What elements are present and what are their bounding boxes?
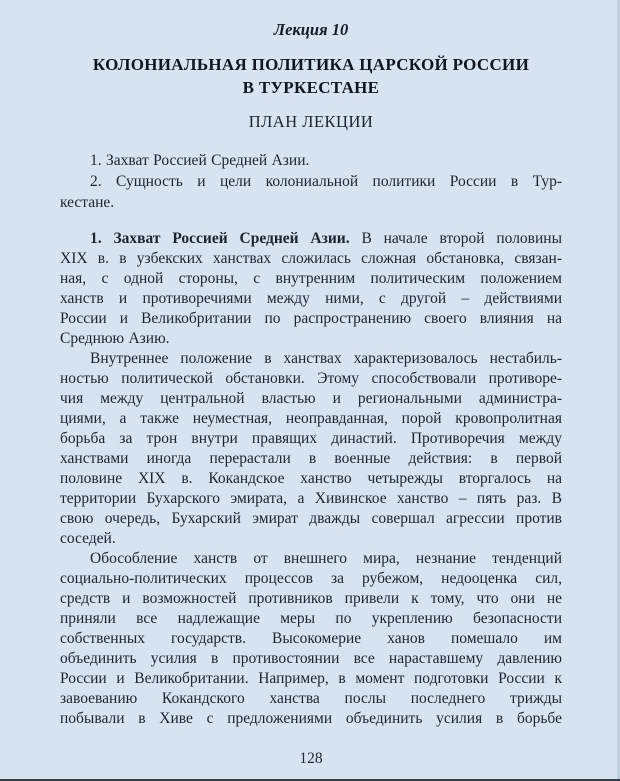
document-title-line-2: В ТУРКЕСТАНЕ: [242, 78, 380, 97]
document-title-line-1: КОЛОНИАЛЬНАЯ ПОЛИТИКА ЦАРСКОЙ РОССИИ: [92, 55, 530, 74]
body-line: соседей.: [60, 530, 116, 547]
body-line: территории Бухарского эмирата, а Хивинское ханство – пять раз. В: [60, 490, 562, 507]
body-text: [60, 229, 562, 729]
body-line: побывали в Хиве с предложениями объединить усилия в борьбе: [60, 710, 562, 727]
body-line: завоеванию Кокандского ханства послы последнего трижды: [60, 690, 562, 707]
body-line: ностью политической обстановки. Этому способствовали противоре-: [60, 370, 562, 387]
body-line: половине XIX в. Кокандское ханство четырежды вторгалось на: [60, 470, 562, 487]
body-line: России и Великобритании. Например, в момент подготовки России к: [60, 670, 562, 687]
body-line: свою очередь, Бухарский эмират дважды совершал агрессии против: [60, 510, 562, 527]
paragraph-1: [60, 229, 562, 349]
body-line: Среднюю Азию.: [60, 330, 170, 347]
plan-list: [60, 150, 562, 213]
body-line: XIX в. в узбекских ханствах сложилась сложная обстановка, связан-: [60, 250, 562, 267]
body-line: [60, 229, 562, 249]
document-title: [60, 53, 562, 99]
body-line: циями, а также неуместная, неоправданная, порой кровопролитная: [60, 410, 562, 427]
plan-item-2-line-1: 2. Сущность и цели колониальной политики России в Тур-: [90, 173, 562, 190]
paragraph-3: [60, 549, 562, 729]
body-line: средств и возможностей противников привели к тому, что они не: [60, 590, 562, 607]
paragraph-2: [60, 349, 562, 549]
paragraph-1-bold-lead: 1. Захват Россией Средней Азии.: [90, 230, 350, 247]
body-line: борьба за трон внутри правящих династий. Противоречия между: [60, 430, 562, 447]
plan-item-2-line-2: кестане.: [60, 194, 115, 211]
body-line: чия между центральной властью и региональными администра-: [60, 390, 562, 407]
lecture-number-label: Лекция 10: [273, 20, 349, 39]
body-line: ханствами иногда перерастали в военные действия: в первой: [60, 450, 562, 467]
body-line: собственных государств. Высокомерие ханов помешало им: [60, 630, 562, 647]
body-line-text: В начале второй половины: [349, 230, 562, 247]
plan-heading: ПЛАН ЛЕКЦИИ: [248, 112, 374, 131]
body-line: ханств и противоречиями между ними, с другой – действиями: [60, 290, 562, 307]
body-line: Внутреннее положение в ханствах характеризовалось нестабиль-: [90, 350, 562, 367]
body-line: объединить усилия в противостоянии все нараставшему давлению: [60, 650, 562, 667]
body-line: приняли все надлежащие меры по укреплению безопасности: [60, 610, 562, 627]
body-line: Обособление ханств от внешнего мира, незнание тенденций: [90, 550, 562, 567]
plan-item-1: 1. Захват Россией Средней Азии.: [90, 152, 310, 169]
body-line: социально-политических процессов за рубежом, недооценка сил,: [60, 570, 562, 587]
body-line: ная, с одной стороны, с внутренним политическим положением: [60, 270, 562, 287]
body-line: России и Великобритании по распространению своего влияния на: [60, 310, 562, 327]
page-number: 128: [299, 750, 323, 767]
